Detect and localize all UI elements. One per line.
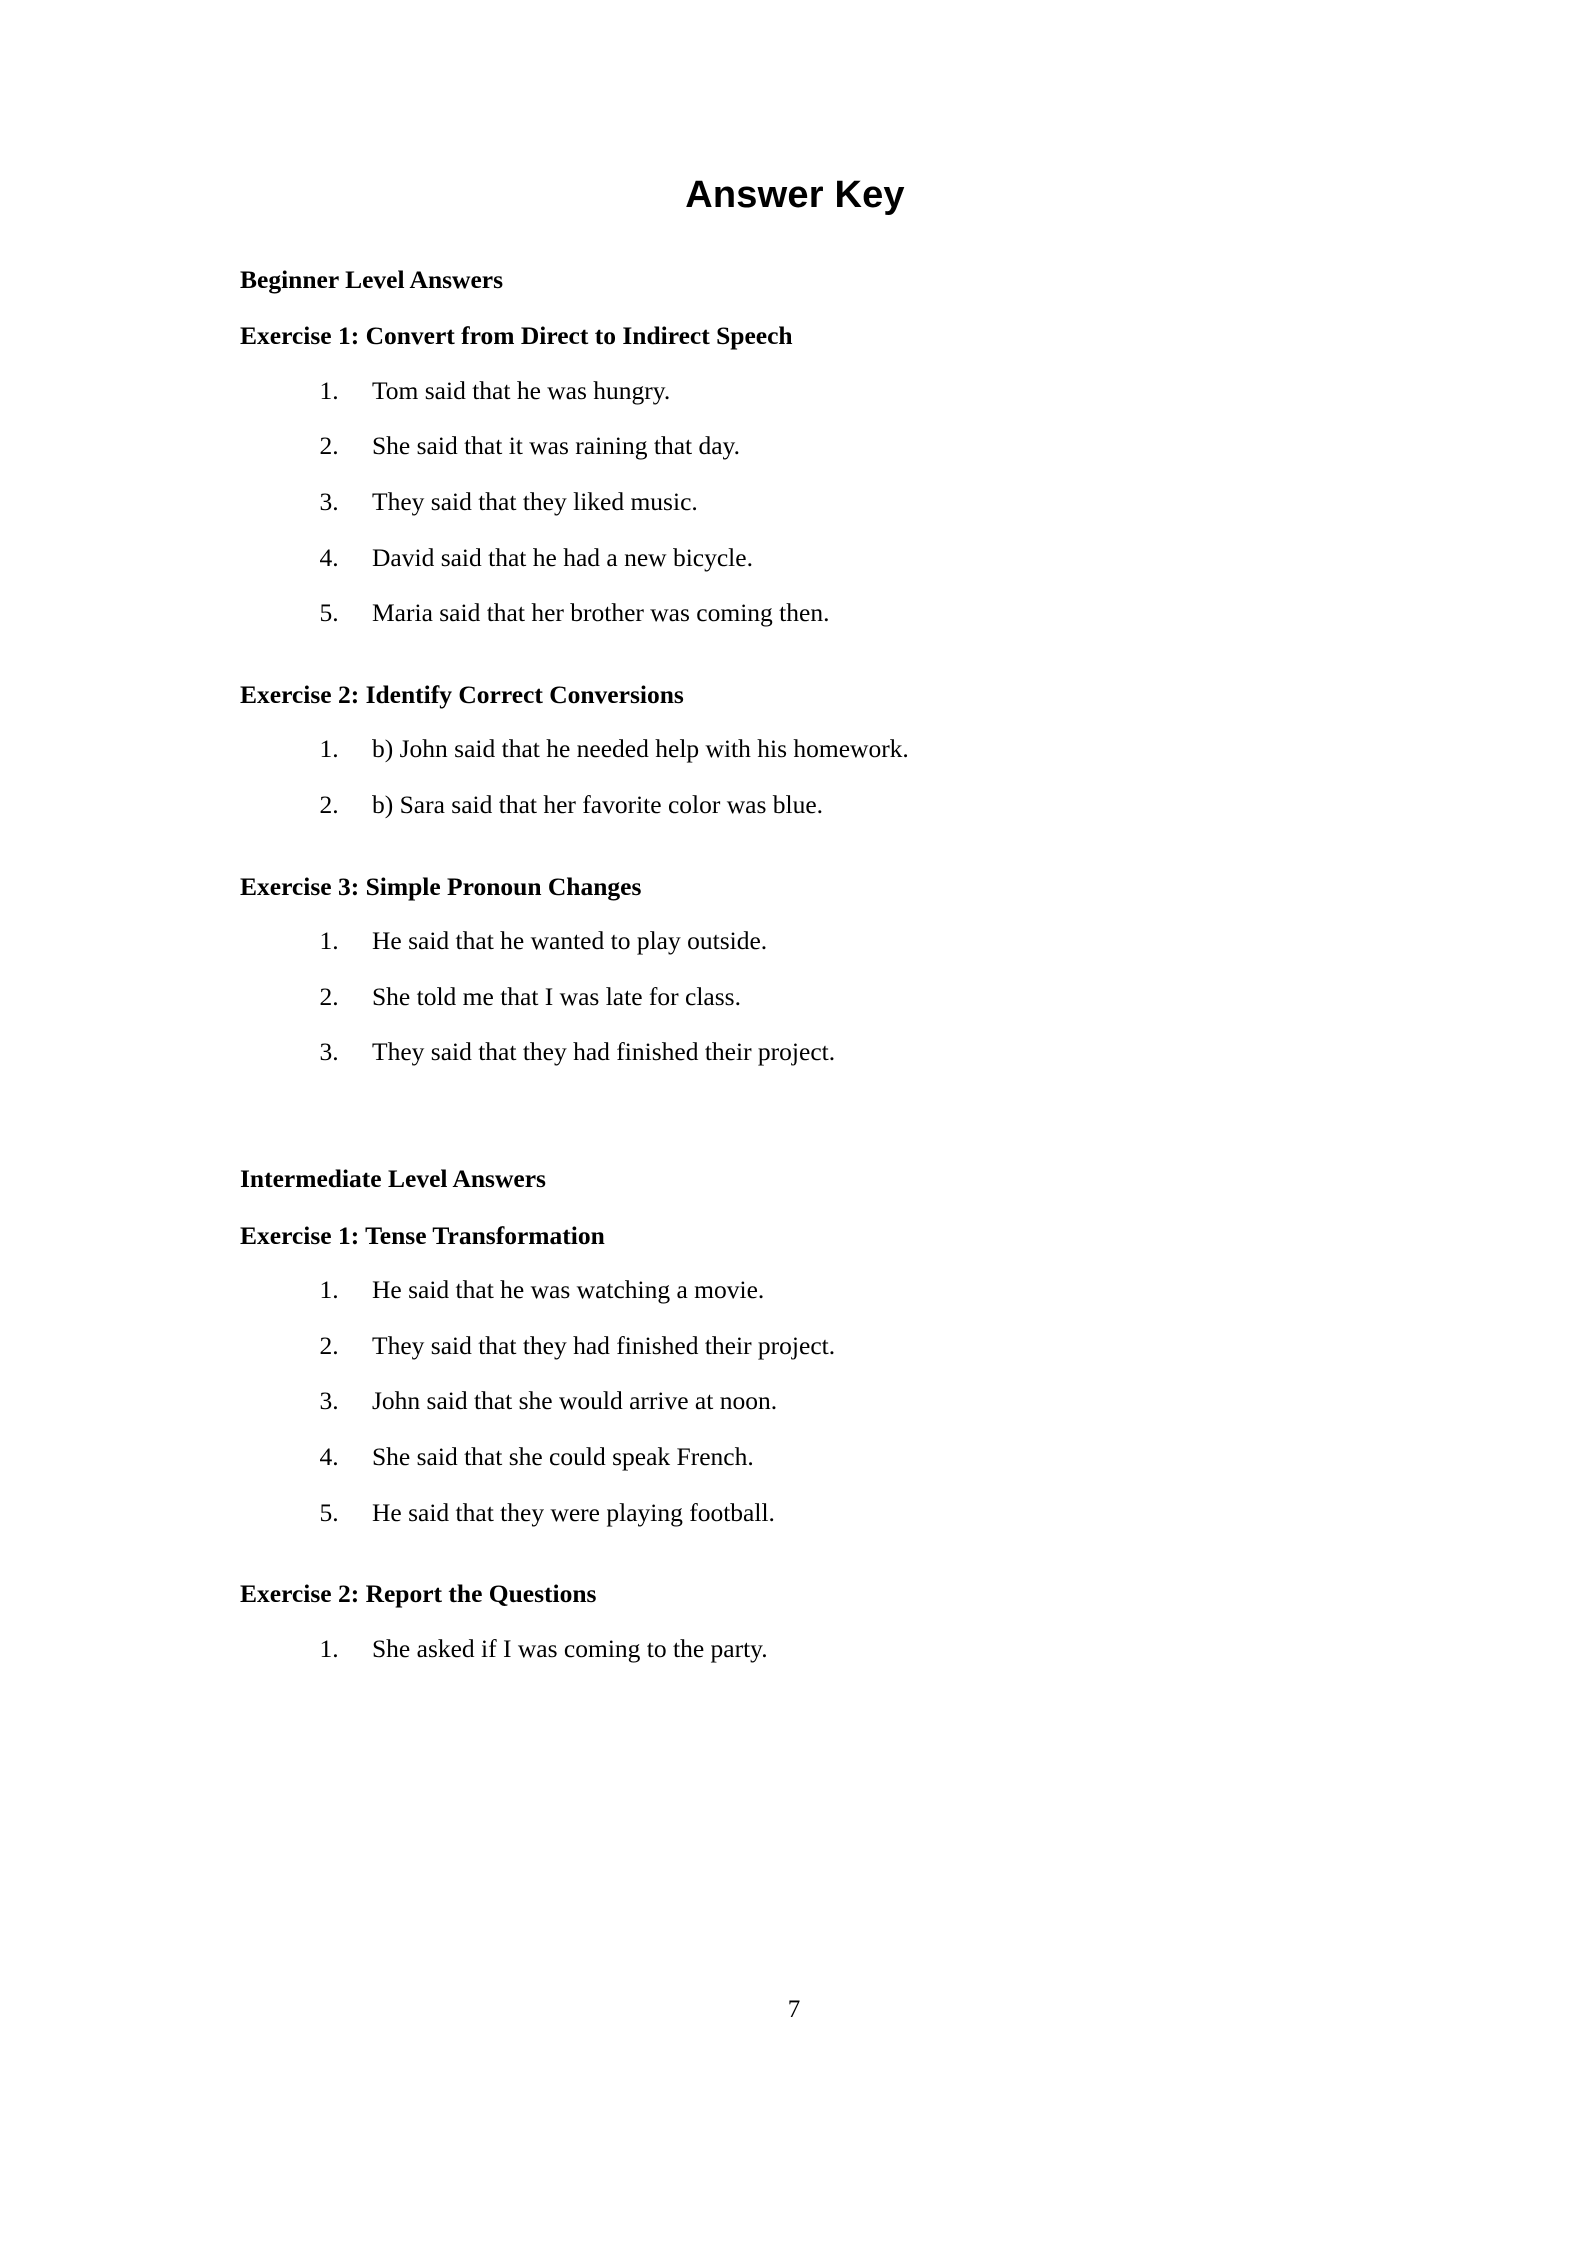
answer-text: David said that he had a new bicycle.: [372, 542, 753, 572]
answer-text: He said that he was watching a movie.: [372, 1275, 765, 1305]
exercise-heading-intermediate-1: Exercise 1: Tense Transformation: [240, 1220, 605, 1250]
answer-text: b) John said that he needed help with his homework.: [372, 734, 909, 764]
list-item: [345, 431, 1350, 462]
answer-text: She said that it was raining that day.: [372, 431, 741, 461]
list-item: [345, 1634, 1350, 1665]
answer-list-beginner-2: [240, 734, 1350, 820]
list-item: [345, 790, 1350, 821]
answer-text: She told me that I was late for class.: [372, 981, 741, 1011]
spacer: [240, 821, 1350, 846]
answer-text: She said that she could speak French.: [372, 1441, 754, 1471]
list-item: [345, 487, 1350, 518]
answer-text: He said that he wanted to play outside.: [372, 926, 768, 956]
list-item: [345, 1442, 1350, 1473]
answer-text: Maria said that her brother was coming then.: [372, 598, 830, 628]
level-section-intermediate: [240, 1164, 1350, 1664]
level-heading-beginner: Beginner Level Answers: [240, 264, 504, 294]
page-number: 7: [787, 1996, 801, 2023]
answer-text: b) Sara said that her favorite color was blue.: [372, 790, 824, 820]
list-item: [345, 1331, 1350, 1362]
list-item: [345, 1386, 1350, 1417]
document-content: [240, 130, 1350, 1664]
list-item: [345, 598, 1350, 629]
list-item: [345, 1275, 1350, 1306]
list-item: [345, 926, 1350, 957]
list-item: [345, 1498, 1350, 1529]
section-spacer: [240, 1068, 1350, 1164]
answer-text: They said that they liked music.: [372, 487, 698, 517]
exercise-heading-intermediate-2: Exercise 2: Report the Questions: [240, 1579, 597, 1609]
answer-list-beginner-1: [240, 376, 1350, 629]
answer-text: Tom said that he was hungry.: [372, 375, 671, 405]
answer-list-beginner-3: [240, 926, 1350, 1068]
answer-text: John said that she would arrive at noon.: [372, 1386, 778, 1416]
list-item: [345, 543, 1350, 574]
page-title: Answer Key: [685, 174, 905, 216]
list-item: [345, 982, 1350, 1013]
spacer: [240, 1528, 1350, 1553]
exercise-heading-beginner-1: Exercise 1: Convert from Direct to Indirect Speech: [240, 321, 793, 351]
level-section-beginner: [240, 265, 1350, 1068]
answer-text: They said that they had finished their project.: [372, 1330, 836, 1360]
list-item: [345, 376, 1350, 407]
spacer: [240, 629, 1350, 654]
list-item: [345, 734, 1350, 765]
answer-text: She asked if I was coming to the party.: [372, 1633, 768, 1663]
answer-text: He said that they were playing football.: [372, 1497, 775, 1527]
level-heading-intermediate: Intermediate Level Answers: [240, 1164, 546, 1193]
answer-text: They said that they had finished their project.: [372, 1037, 836, 1067]
exercise-heading-beginner-2: Exercise 2: Identify Correct Conversions: [240, 679, 684, 709]
answer-list-intermediate-1: [240, 1275, 1350, 1528]
answer-list-intermediate-2: [240, 1634, 1350, 1665]
exercise-heading-beginner-3: Exercise 3: Simple Pronoun Changes: [240, 871, 642, 901]
list-item: [345, 1037, 1350, 1068]
